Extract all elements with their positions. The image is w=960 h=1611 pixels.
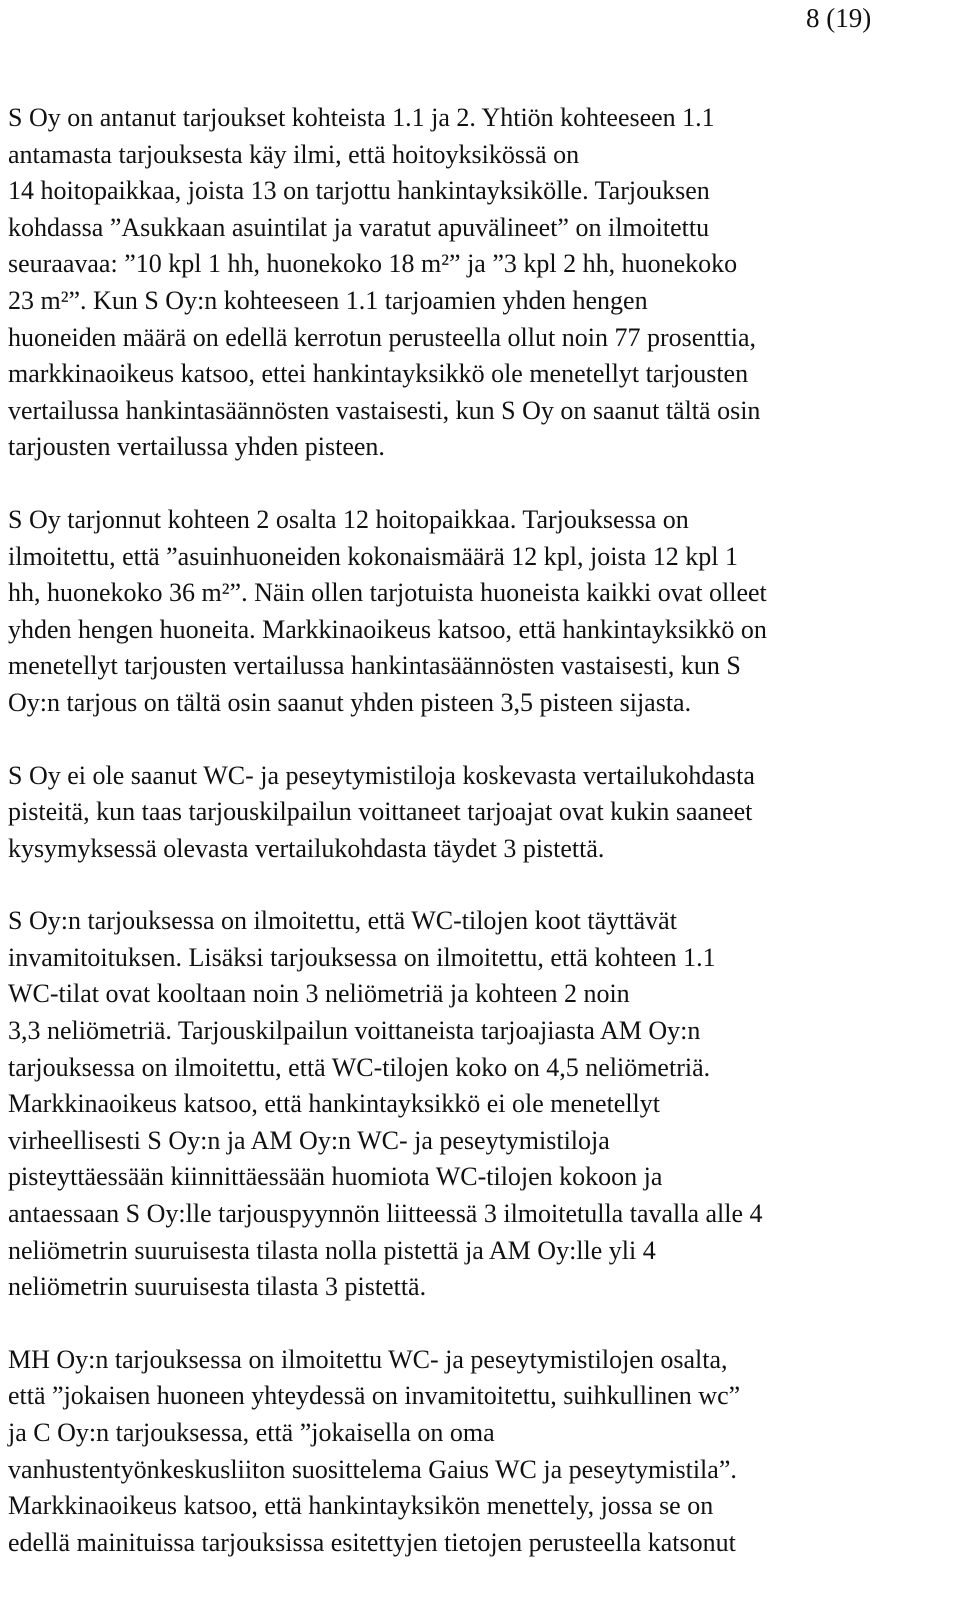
- text-line: S Oy on antanut tarjoukset kohteista 1.1 ja 2. Yhtiön kohteeseen 1.1: [8, 103, 715, 132]
- document-body: [8, 100, 956, 1597]
- text-line: 14 hoitopaikkaa, joista 13 on tarjottu hankintayksikölle. Tarjouksen: [8, 176, 710, 206]
- text-line: virheellisesti S Oy:n ja AM Oy:n WC- ja peseytymistiloja: [8, 1125, 610, 1155]
- page-number: 8 (19): [806, 3, 872, 33]
- text-line: Markkinaoikeus katsoo, että hankintayksikön menettely, jossa se on: [8, 1491, 714, 1521]
- text-line: WC-tilat ovat kooltaan noin 3 neliömetriä ja kohteen 2 noin: [8, 979, 630, 1009]
- text-line: invamitoituksen. Lisäksi tarjouksessa on ilmoitettu, että kohteen 1.1: [8, 942, 716, 972]
- text-line: 3,3 neliömetriä. Tarjouskilpailun voittaneista tarjoajiasta AM Oy:n: [8, 1016, 701, 1046]
- text-line: S Oy ei ole saanut WC- ja peseytymistiloja koskevasta vertailukohdasta: [8, 760, 755, 790]
- text-line: pisteitä, kun taas tarjouskilpailun voittaneet tarjoajat ovat kukin saaneet: [8, 797, 753, 827]
- text-line: antaessaan S Oy:lle tarjouspyynnön liitteessä 3 ilmoitetulla tavalla alle 4: [8, 1199, 763, 1229]
- text-line: hh, huonekoko 36 m²”. Näin ollen tarjotuista huoneista kaikki ovat olleet: [8, 578, 767, 608]
- text-line: ilmoitettu, että ”asuinhuoneiden kokonaismäärä 12 kpl, joista 12 kpl 1: [8, 541, 739, 571]
- text-line: seuraavaa: ”10 kpl 1 hh, huonekoko 18 m²” ja ”3 kpl 2 hh, huonekoko: [8, 249, 738, 279]
- text-line: tarjousten vertailussa yhden pisteen.: [8, 432, 385, 462]
- text-line: vertailussa hankintasäännösten vastaisesti, kun S Oy on saanut tältä osin: [8, 395, 761, 425]
- text-line: pisteyttäessään kiinnittäessään huomiota WC-tilojen kokoon ja: [8, 1162, 663, 1192]
- text-line: neliömetrin suuruisesta tilasta 3 pistettä.: [8, 1272, 427, 1302]
- text-line: MH Oy:n tarjouksessa on ilmoitettu WC- ja peseytymistilojen osalta,: [8, 1344, 728, 1374]
- text-line: edellä mainituissa tarjouksissa esitettyjen tietojen perusteella katsonut: [8, 1527, 736, 1557]
- text-line: S Oy tarjonnut kohteen 2 osalta 12 hoitopaikkaa. Tarjouksessa on: [8, 504, 689, 534]
- paragraph: [8, 100, 956, 466]
- text-line: menetellyt tarjousten vertailussa hankintasäännösten vastaisesti, kun S: [8, 651, 741, 681]
- text-line: tarjouksessa on ilmoitettu, että WC-tilojen koko on 4,5 neliömetriä.: [8, 1052, 711, 1082]
- paragraph: [8, 1342, 956, 1562]
- text-line: kysymyksessä olevasta vertailukohdasta täydet 3 pistettä.: [8, 833, 605, 863]
- paragraph: [8, 758, 956, 868]
- text-line: kohdassa ”Asukkaan asuintilat ja varatut apuvälineet” on ilmoitettu: [8, 212, 710, 242]
- text-line: vanhustentyönkeskusliiton suosittelema Gaius WC ja peseytymistila”.: [8, 1454, 737, 1484]
- text-line: neliömetrin suuruisesta tilasta nolla pistettä ja AM Oy:lle yli 4: [8, 1235, 656, 1265]
- text-line: ja C Oy:n tarjouksessa, että ”jokaisella on oma: [8, 1418, 495, 1447]
- text-line: yhden hengen huoneita. Markkinaoikeus katsoo, että hankintayksikkö on: [8, 614, 767, 644]
- text-line: että ”jokaisen huoneen yhteydessä on invamitoitettu, suihkullinen wc”: [8, 1381, 741, 1411]
- text-line: Markkinaoikeus katsoo, että hankintayksikkö ei ole menetellyt: [8, 1089, 661, 1119]
- text-line: markkinaoikeus katsoo, ettei hankintayksikkö ole menetellyt tarjousten: [8, 359, 749, 389]
- text-line: S Oy:n tarjouksessa on ilmoitettu, että WC-tilojen koot täyttävät: [8, 906, 677, 936]
- text-line: 23 m²”. Kun S Oy:n kohteeseen 1.1 tarjoamien yhden hengen: [8, 285, 648, 315]
- text-line: huoneiden määrä on edellä kerrotun perusteella ollut noin 77 prosenttia,: [8, 322, 756, 352]
- paragraph: [8, 502, 956, 722]
- paragraph: [8, 903, 956, 1306]
- text-line: Oy:n tarjous on tältä osin saanut yhden pisteen 3,5 pisteen sijasta.: [8, 687, 692, 717]
- text-line: antamasta tarjouksesta käy ilmi, että hoitoyksikössä on: [8, 139, 580, 169]
